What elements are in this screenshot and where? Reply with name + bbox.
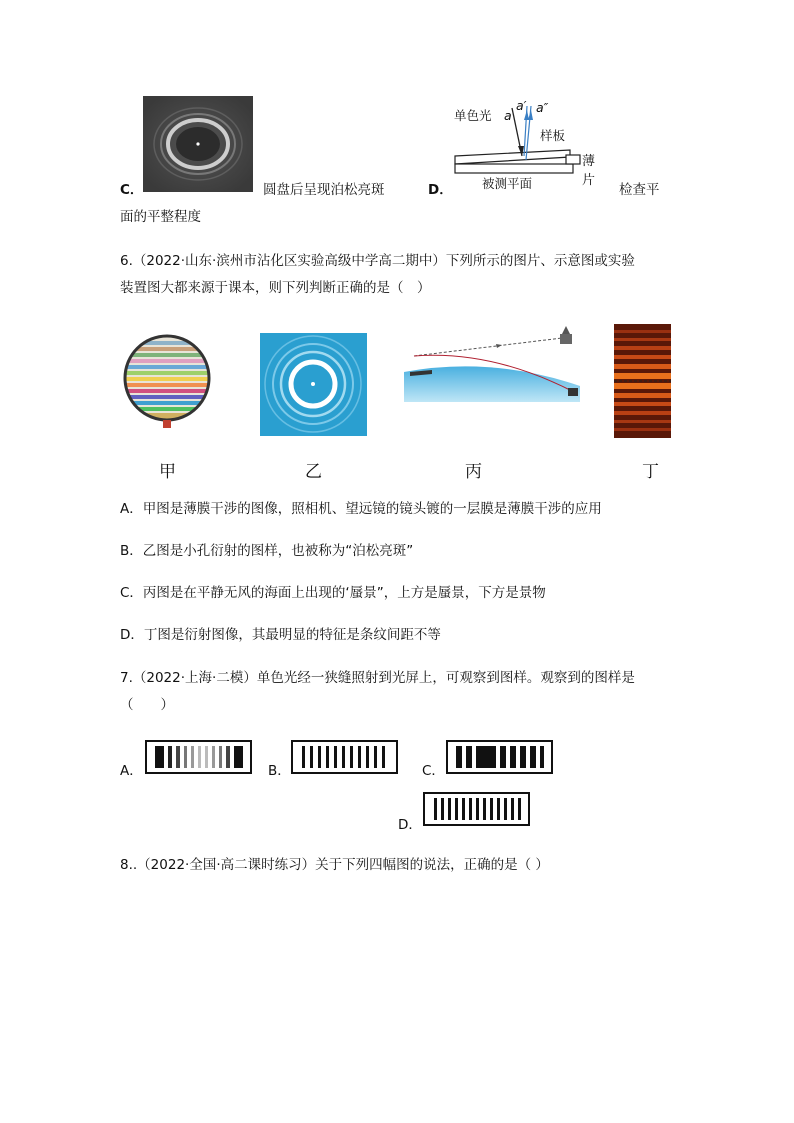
- q7-option-b-label: B．: [268, 763, 291, 779]
- poisson-spot-image: [143, 96, 253, 192]
- tested-plane-label: 被测平面: [482, 176, 533, 191]
- pattern-c: [446, 740, 553, 774]
- q8-stem: 8..（2022·全国·高二课时练习）关于下列四幅图的说法，正确的是（ ）: [120, 857, 549, 873]
- thin-sheet-label: 薄片: [582, 154, 596, 188]
- q5-option-d-label: D．: [428, 182, 453, 198]
- ray-a2-label: a″: [536, 100, 549, 115]
- q5-option-c-label: C．: [120, 182, 144, 198]
- pattern-b: [291, 740, 398, 774]
- fringe-pattern-image: [614, 324, 671, 438]
- soap-film-image: [120, 333, 216, 433]
- q7-stem-line1: 7.（2022·上海·二模）单色光经一狭缝照射到光屏上，可观察到图样。观察到的图样是: [120, 670, 635, 686]
- pattern-d: [423, 792, 530, 826]
- q7-option-c-label: C．: [422, 763, 445, 779]
- ray-a-label: a: [504, 108, 512, 123]
- q7-option-d-label: D．: [398, 817, 422, 833]
- q6-option-b: B．乙图是小孔衍射的图样，也被称为“泊松亮斑”: [120, 543, 414, 559]
- q7-option-a-label: A．: [120, 763, 143, 779]
- q5-option-d-text-a: 检查平: [619, 182, 660, 198]
- caption-yi: 乙: [305, 462, 322, 482]
- q6-option-c: C．丙图是在平静无风的海面上出现的‘蜃景”，上方是蜃景，下方是景物: [120, 585, 546, 601]
- q5-option-d-text-b: 面的平整程度: [120, 209, 201, 225]
- q7-stem-line2: （ ）: [120, 697, 174, 713]
- q6-option-d: D．丁图是衍射图像，其最明显的特征是条纹间距不等: [120, 627, 441, 643]
- q6-option-a: A．甲图是薄膜干涉的图像，照相机、望远镜的镜头镀的一层膜是薄膜干涉的应用: [120, 501, 602, 517]
- q5-option-c-text: 圆盘后呈现泊松亮斑: [263, 182, 385, 198]
- aperture-diffraction-image: [260, 333, 367, 436]
- caption-bing: 丙: [465, 462, 482, 482]
- pattern-a: [145, 740, 252, 774]
- caption-jia: 甲: [159, 462, 176, 482]
- mirage-diagram: [402, 326, 590, 402]
- ray-a1-label: a′: [516, 98, 527, 113]
- monochrome-light-label: 单色光: [454, 108, 492, 123]
- sample-plate-label: 样板: [540, 128, 566, 143]
- caption-ding: 丁: [642, 462, 659, 482]
- q6-stem-line2: 装置图大都来源于课本，则下列判断正确的是（ ）: [120, 280, 431, 296]
- air-wedge-diagram: [452, 98, 596, 194]
- q6-stem-line1: 6.（2022·山东·滨州市沾化区实验高级中学高二期中）下列所示的图片、示意图或实验: [120, 253, 635, 269]
